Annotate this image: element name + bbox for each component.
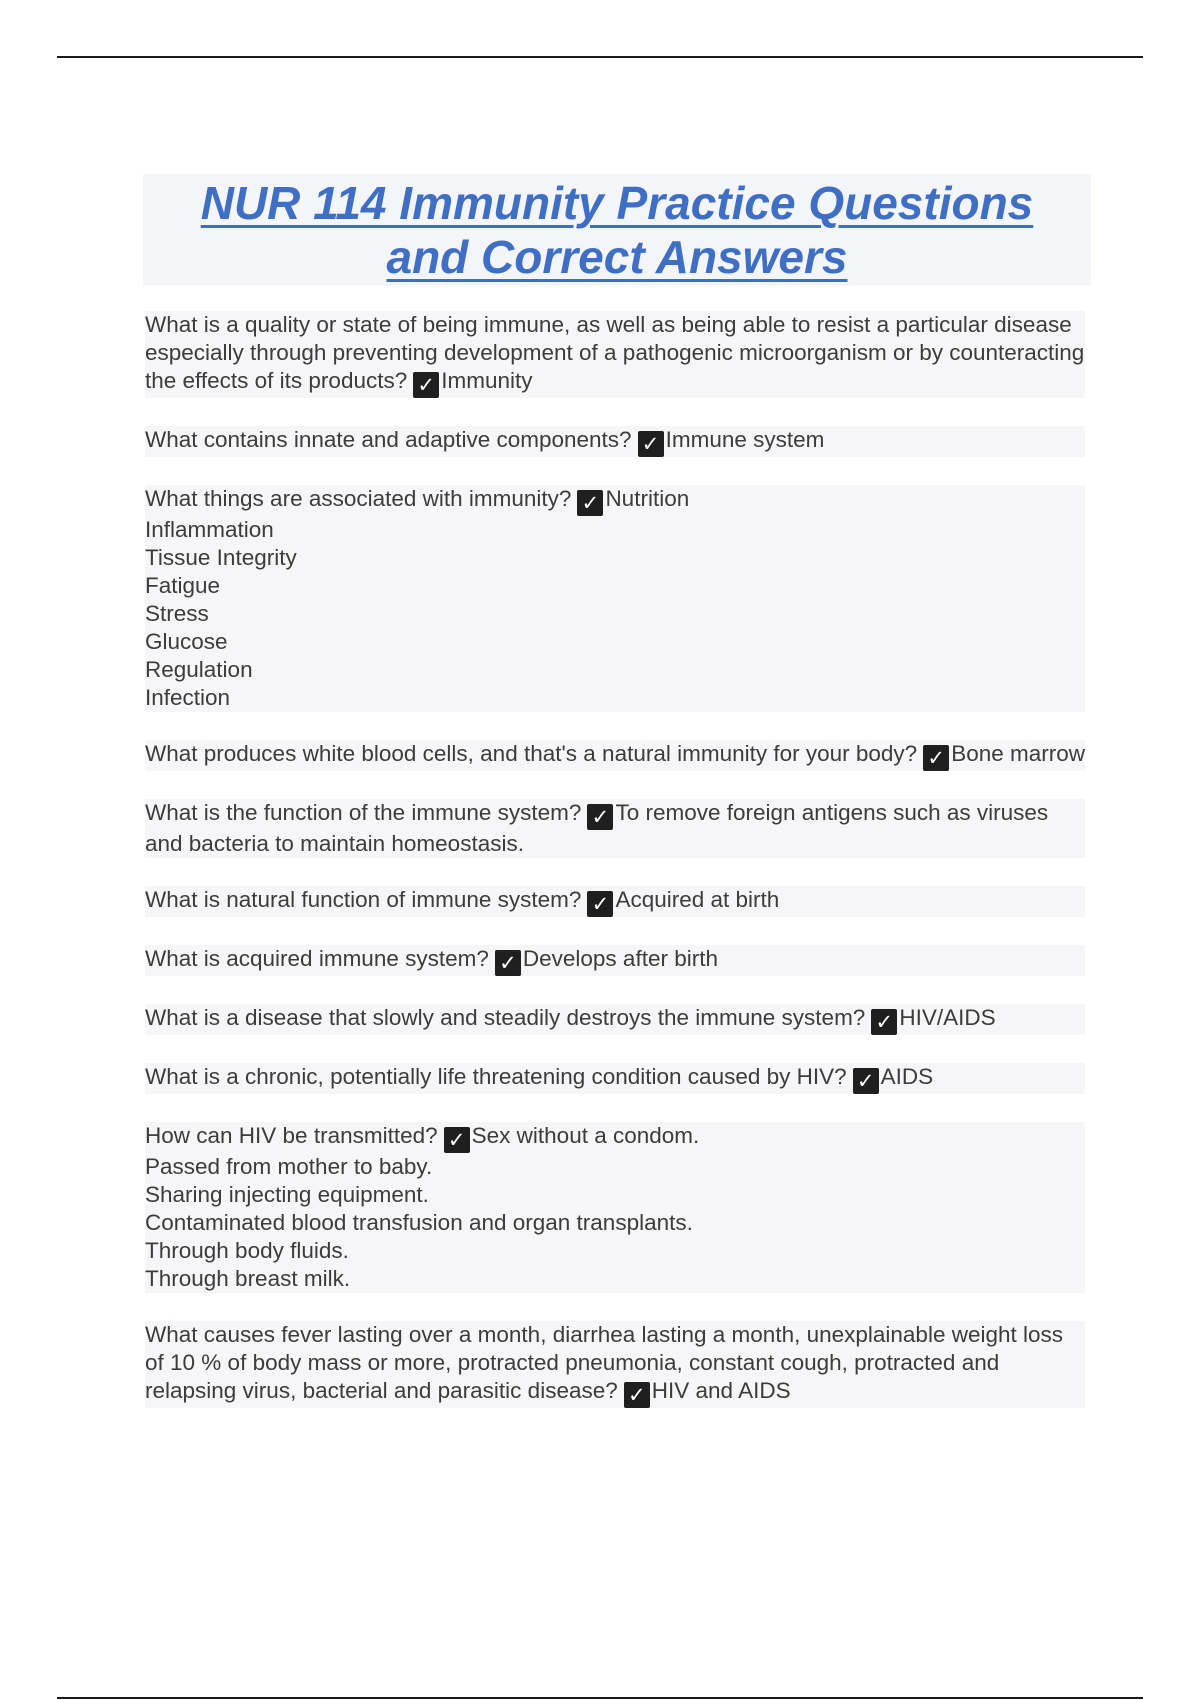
check-box-icon: ✓ (495, 950, 521, 976)
top-rule (57, 56, 1143, 58)
bottom-rule (57, 1697, 1143, 1699)
check-box-icon: ✓ (444, 1127, 470, 1153)
check-box-icon: ✓ (587, 804, 613, 830)
answer-list-item: Infection (145, 685, 231, 710)
check-box-icon: ✓ (577, 490, 603, 516)
question-text: What is acquired immune system? (145, 946, 489, 971)
question-text: What contains innate and adaptive components? (145, 427, 632, 452)
qa-list (145, 311, 1085, 1436)
answer-list-item: Sharing injecting equipment. (145, 1182, 429, 1207)
answer-text: Nutrition (605, 486, 690, 511)
answer-list-item: Stress (145, 601, 209, 626)
check-box-icon: ✓ (853, 1068, 879, 1094)
qa-item (145, 799, 1085, 858)
answer-text: Develops after birth (522, 946, 718, 971)
question-text: What is natural function of immune system? (145, 887, 582, 912)
qa-item (145, 1122, 1085, 1293)
question-text: What is a chronic, potentially life threatening condition caused by HIV? (145, 1064, 847, 1089)
check-box-icon: ✓ (923, 745, 949, 771)
question-text: What causes fever lasting over a month, diarrhea lasting a month, unexplainable weight loss of 10 % of body mass or more, protracted pneumonia, constant cough, protracted and relapsing virus, bacterial and parasitic disease? (145, 1322, 1064, 1403)
qa-item (145, 1063, 1085, 1094)
answer-list-item: Passed from mother to baby. (145, 1154, 433, 1179)
answer-text: Acquired at birth (615, 887, 780, 912)
qa-item (145, 886, 1085, 917)
qa-item (145, 740, 1085, 771)
document-title (143, 174, 1091, 286)
check-box-icon: ✓ (587, 891, 613, 917)
check-box-icon: ✓ (413, 372, 439, 398)
question-text: What is a disease that slowly and steadily destroys the immune system? (145, 1005, 866, 1030)
title-line-1: NUR 114 Immunity Practice Questions (200, 177, 1034, 229)
question-text: How can HIV be transmitted? (145, 1123, 438, 1148)
answer-list-item: Fatigue (145, 573, 221, 598)
answer-text: Immune system (665, 427, 825, 452)
answer-list-item: Through body fluids. (145, 1238, 349, 1263)
question-text: What is the function of the immune system? (145, 800, 582, 825)
check-box-icon: ✓ (871, 1009, 897, 1035)
answer-list-item: Glucose (145, 629, 228, 654)
answer-text: Immunity (441, 368, 533, 393)
answer-text: HIV and AIDS (651, 1378, 791, 1403)
qa-item (145, 311, 1085, 398)
question-text: What produces white blood cells, and that's a natural immunity for your body? (145, 741, 918, 766)
answer-list-item: Contaminated blood transfusion and organ transplants. (145, 1210, 693, 1235)
qa-item (145, 426, 1085, 457)
question-text: What things are associated with immunity? (145, 486, 572, 511)
check-box-icon: ✓ (638, 431, 664, 457)
qa-item (145, 945, 1085, 976)
qa-item (145, 485, 1085, 712)
answer-text: Bone marrow (951, 741, 1086, 766)
qa-item (145, 1004, 1085, 1035)
answer-list-item: Tissue Integrity (145, 545, 297, 570)
answer-list-item: Through breast milk. (145, 1266, 351, 1291)
qa-item (145, 1321, 1085, 1408)
title-line-2: and Correct Answers (386, 231, 848, 283)
answer-text: Sex without a condom. (471, 1123, 700, 1148)
answer-text: AIDS (880, 1064, 934, 1089)
answer-list-item: Regulation (145, 657, 253, 682)
check-box-icon: ✓ (624, 1382, 650, 1408)
answer-list-item: Inflammation (145, 517, 274, 542)
question-text: What is a quality or state of being immune, as well as being able to resist a particular disease especially through preventing development of a pathogenic microorganism or by counteracting the effects of its products? (145, 312, 1085, 393)
answer-text: HIV/AIDS (899, 1005, 996, 1030)
answer-text: To remove foreign antigens such as viruses and bacteria to maintain homeostasis. (145, 800, 1049, 856)
